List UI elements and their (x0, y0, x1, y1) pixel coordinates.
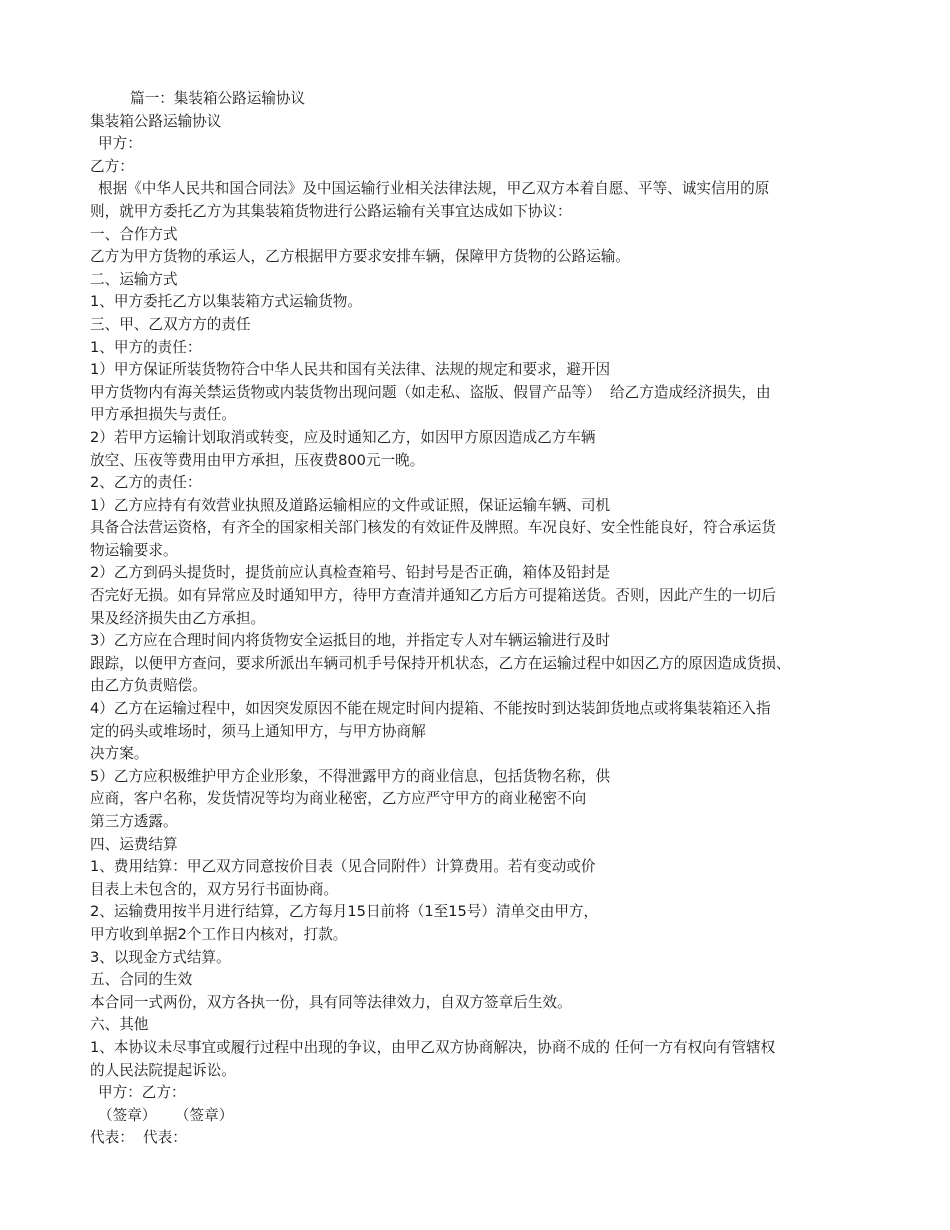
paragraph-line: 决方案。 (90, 745, 149, 763)
article-heading: 篇一：集装箱公路运输协议 (130, 90, 306, 107)
paragraph-line: 第三方透露。 (90, 813, 178, 830)
paragraph-line: 1）乙方应持有有效营业执照及道路运输相应的文件或证照，保证运输车辆、司机 (90, 496, 611, 514)
paragraph-line: 应商，客户名称，发货情况等均为商业秘密，乙方应严守甲方的商业秘密不向 (90, 790, 587, 808)
paragraph-line: 1、本协议未尽事宜或履行过程中出现的争议，由甲乙双方协商解决，协商不成的 任何一方有权向有管辖权 (90, 1038, 776, 1056)
section-heading: 四、运费结算 (90, 835, 178, 853)
signature-seals: （签章） （签章） (98, 1106, 234, 1124)
paragraph-line: 5）乙方应积极维护甲方企业形象，不得泄露甲方的商业信息，包括货物名称，供 (90, 767, 611, 785)
paragraph-line: 目表上未包含的，双方另行书面协商。 (90, 880, 339, 898)
paragraph-line: 否完好无损。如有异常应及时通知甲方，待甲方查清并通知乙方后方可提箱送货。否则，因此产生的一切后 (90, 587, 776, 605)
paragraph-line: 2）若甲方运输计划取消或转变，应及时通知乙方，如因甲方原因造成乙方车辆 (90, 428, 596, 446)
paragraph-line: 3、以现金方式结算。 (90, 948, 231, 966)
paragraph-line: 物运输要求。 (90, 541, 178, 559)
party-a-label: 甲方： (98, 135, 142, 153)
section-heading: 六、其他 (90, 1016, 149, 1034)
section-heading: 一、合作方式 (90, 225, 178, 243)
paragraph-line: 的人民法院提起诉讼。 (90, 1061, 236, 1079)
paragraph-line: 甲方收到单据2个工作日内核对，打款。 (90, 925, 348, 943)
paragraph-line: 4）乙方在运输过程中，如因突发原因不能在规定时间内提箱、不能按时到达装卸货地点或将集装箱还入指 (90, 700, 771, 718)
subsection-heading: 1、甲方的责任： (90, 338, 202, 356)
paragraph-line: 1、费用结算：甲乙双方同意按价目表（见合同附件）计算费用。若有变动或价 (90, 858, 596, 876)
paragraph-line: 3）乙方应在合理时间内将货物安全运抵目的地，并指定专人对车辆运输进行及时 (90, 632, 611, 650)
section-heading: 五、合同的生效 (90, 971, 193, 989)
document-title: 集装箱公路运输协议 (90, 112, 222, 130)
section-heading: 三、甲、乙双方方的责任 (90, 315, 251, 333)
signature-representatives: 代表： 代表： (90, 1129, 187, 1147)
party-b-label: 乙方： (90, 157, 134, 175)
document-body (90, 88, 870, 1150)
section-heading: 二、运输方式 (90, 270, 178, 288)
paragraph-line: 甲方承担损失与责任。 (90, 406, 236, 424)
paragraph-line: 定的码头或堆场时，须马上通知甲方，与甲方协商解 (90, 722, 426, 740)
signature-parties: 甲方：乙方： (98, 1084, 186, 1102)
paragraph-line: 跟踪，以便甲方查问，要求所派出车辆司机手号保持开机状态，乙方在运输过程中如因乙方的原因造成货损、 (90, 654, 791, 672)
paragraph-line: 放空、压夜等费用由甲方承担，压夜费800元一晚。 (90, 451, 425, 469)
paragraph-line: 2、运输费用按半月进行结算，乙方每月15日前将（1至15号）清单交由甲方， (90, 903, 599, 921)
paragraph-line: 乙方为甲方货物的承运人，乙方根据甲方要求安排车辆，保障甲方货物的公路运输。 (90, 248, 630, 266)
paragraph-line: 由乙方负责赔偿。 (90, 677, 207, 695)
paragraph-line: 2）乙方到码头提货时，提货前应认真检查箱号、铅封号是否正确，箱体及铅封是 (90, 564, 611, 582)
paragraph-line: 果及经济损失由乙方承担。 (90, 609, 266, 627)
paragraph-line: 1、甲方委托乙方以集装箱方式运输货物。 (90, 293, 362, 311)
paragraph-line: 本合同一式两份，双方各执一份，具有同等法律效力，自双方签章后生效。 (90, 993, 572, 1011)
paragraph-line: 甲方货物内有海关禁运货物或内装货物出现问题（如走私、盗版、假冒产品等） 给乙方造成经济损失，由 (90, 383, 771, 401)
paragraph-line: 具备合法营运资格，有齐全的国家相关部门核发的有效证件及牌照。车况良好、安全性能良好，符合承运货 (90, 519, 776, 537)
preamble-line: 则，就甲方委托乙方为其集装箱货物进行公路运输有关事宜达成如下协议： (90, 202, 572, 220)
paragraph-line: 1）甲方保证所装货物符合中华人民共和国有关法律、法规的规定和要求，避开因 (90, 361, 611, 379)
preamble-line: 根据《中华人民共和国合同法》及中国运输行业相关法律法规，甲乙双方本着自愿、平等、诚实信用的原 (98, 180, 770, 198)
subsection-heading: 2、乙方的责任： (90, 474, 202, 492)
